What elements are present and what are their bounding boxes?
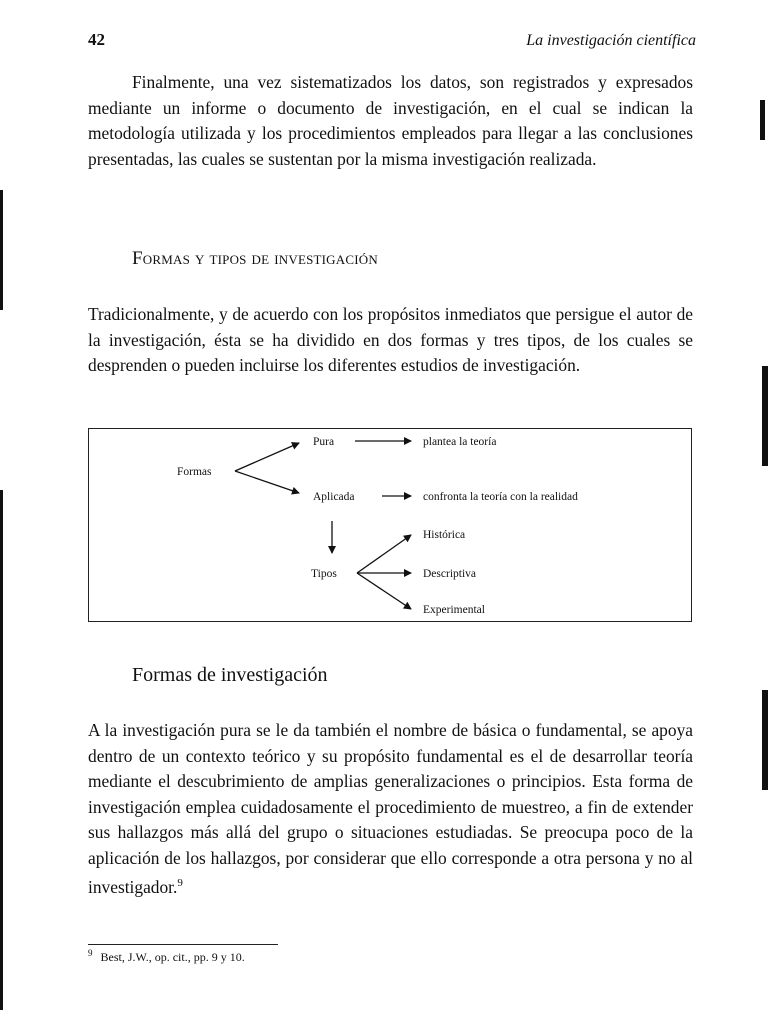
label-aplicada-desc: confronta la teoría con la realidad	[423, 491, 578, 503]
scan-edge-left-1	[0, 190, 3, 310]
footnote-rule	[88, 944, 278, 945]
label-descriptiva: Descriptiva	[423, 568, 477, 580]
label-pura: Pura	[313, 436, 335, 448]
footnote-reference: 9	[177, 877, 183, 889]
arrow-tipos-historica	[357, 535, 411, 573]
page-number: 42	[88, 30, 105, 49]
scan-edge-right-1	[760, 100, 765, 140]
arrow-tipos-experimental	[357, 573, 411, 609]
label-tipos: Tipos	[311, 568, 337, 580]
subsection-paragraph	[88, 718, 693, 900]
label-historica: Histórica	[423, 529, 466, 541]
running-title: La investigación científica	[526, 32, 696, 49]
label-formas: Formas	[177, 466, 212, 478]
label-aplicada: Aplicada	[313, 491, 355, 503]
section-title: Formas y tipos de investigación	[132, 248, 378, 269]
arrow-formas-pura	[235, 443, 299, 471]
footnote-text: Best, J.W., op. cit., pp. 9 y 10.	[100, 950, 245, 964]
section-paragraph: Tradicionalmente, y de acuerdo con los propósitos inmediatos que persigue el autor de la investigación, ésta se ha dividido en dos formas y tres tipos, de los cuales se desprenden o pueden incluirse los diferentes estudios de investigación.	[88, 304, 693, 375]
intro-paragraph: Finalmente, una vez sistematizados los datos, son registrados y expresados mediante un informe o documento de investigación, en el cual se indican la metodología utilizada y los procedimientos empleados para llegar a las conclusiones presentadas, las cuales se sustentan por la misma investigación realizada.	[88, 72, 693, 169]
scan-edge-left-2	[0, 490, 3, 1010]
forms-types-diagram	[88, 428, 692, 622]
label-pura-desc: plantea la teoría	[423, 436, 497, 448]
label-experimental: Experimental	[423, 604, 485, 616]
subsection-title: Formas de investigación	[132, 664, 328, 686]
subsection-paragraph-text: A la investigación pura se le da también el nombre de básica o fundamental, se apoya dentro de un contexto teórico y su propósito fundamental es el de desarrollar teoría mediante el descubrimiento de amplias generalizaciones o principios. Esta forma de investigación emplea cuidadosamente el procedimiento de muestreo, a fin de extender sus hallazgos más allá del grupo o situaciones estudiadas. Se preocupa poco de la aplicación de los hallazgos, por considerar que ello corresponde a otra persona y no al investigador.	[88, 720, 693, 897]
footnote-marker: 9	[88, 948, 93, 958]
footnote	[88, 948, 245, 965]
arrow-formas-aplicada	[235, 471, 299, 493]
scan-edge-right-3	[762, 690, 768, 790]
diagram-canvas	[89, 429, 693, 623]
scan-edge-right-2	[762, 366, 768, 466]
